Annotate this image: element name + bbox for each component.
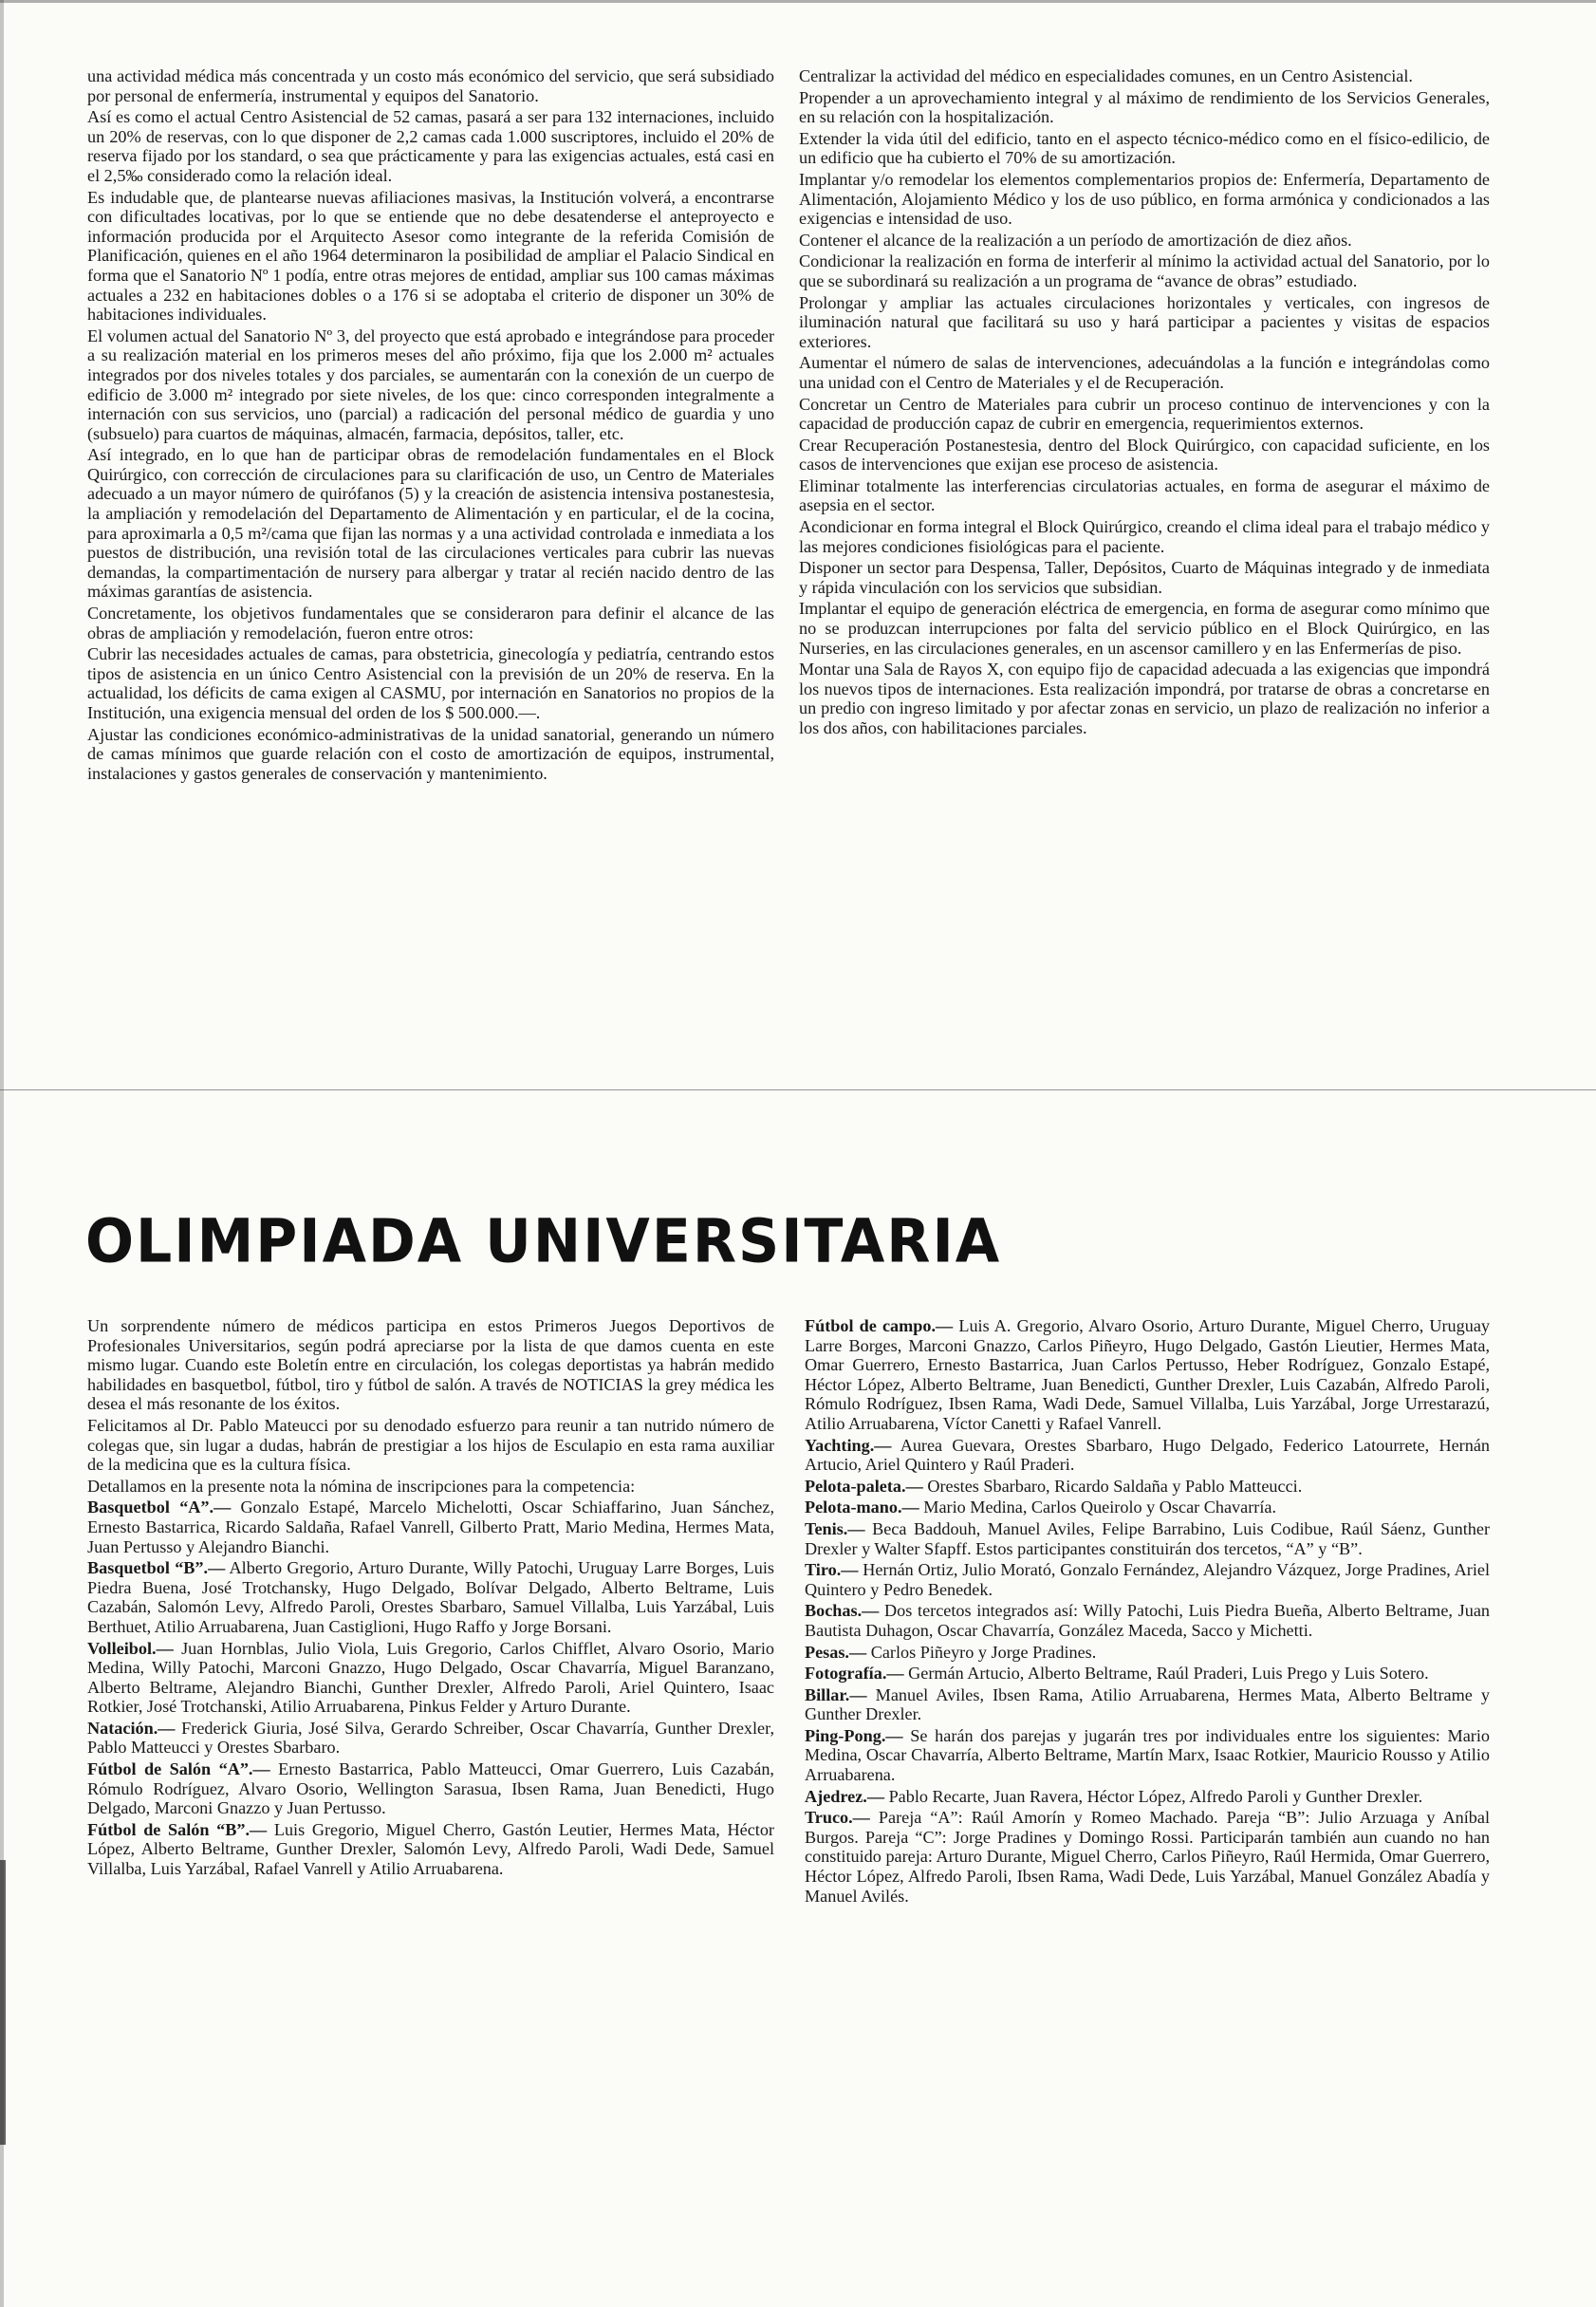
section-divider bbox=[0, 1089, 1596, 1090]
sport-name: Yachting.— bbox=[805, 1435, 892, 1455]
paragraph: una actividad médica más concentrada y un costo más económico del servicio, que será subsidiado por personal de enfermería, instrumental y equipos del Sanatorio. bbox=[87, 66, 774, 105]
sport-participants: Mario Medina, Carlos Queirolo y Oscar Chavarría. bbox=[919, 1498, 1277, 1517]
sport-name: Bochas.— bbox=[805, 1601, 880, 1621]
sport-name: Volleibol.— bbox=[87, 1638, 174, 1658]
objective-item: Aumentar el número de salas de intervenciones, adecuándolas a la función e integrándolas como una unidad con el Centro de Materiales y el de Recuperación. bbox=[799, 353, 1490, 392]
sport-participants: Gonzalo Estapé, Marcelo Michelotti, Oscar Schiaffarino, Juan Sánchez, Ernesto Bastarrica, Ricardo Saldaña, Rafael Vanrell, Gilberto Pratt, Mario Medina, Hermes Mata, Juan Pertusso y Alejandro Bianchi. bbox=[87, 1498, 774, 1556]
objective-item: Propender a un aprovechamiento integral y al máximo de rendimiento de los Servicios Generales, en su relación con la hospitalización. bbox=[799, 87, 1490, 127]
sport-entry bbox=[805, 1477, 1490, 1497]
intro-paragraph: Detallamos en la presente nota la nómina de inscripciones para la competencia: bbox=[87, 1476, 636, 1496]
sport-entry bbox=[805, 1601, 1490, 1640]
sport-name: Ping-Pong.— bbox=[805, 1725, 903, 1745]
sport-participants: Luis A. Gregorio, Alvaro Osorio, Arturo Durante, Miguel Cherro, Uruguay Larre Borges, Marconi Gnazzo, Carlos Piñeyro, Hugo Delgado, Gastón Lieutier, Hermes Mata, Omar Guerrero, Ernesto Bastarrica, Juan Carlos Pertusso, Heber Rodríguez, Gonzalo Estapé, Héctor López, Alberto Beltrame, Juan Benedicti, Gunther Drexler, Luis Cazabán, Alfredo Paroli, Rómulo Rodríguez, Ibsen Rama, Wadi Dede, Samuel Villalba, Luis Yarzábal, Jorge Urrestarazú, Atilio Arruabarena, Víctor Canetti y Rafael Vanrell. bbox=[805, 1316, 1490, 1433]
sport-entry bbox=[805, 1726, 1490, 1785]
sport-entry bbox=[805, 1664, 1490, 1684]
sport-entry bbox=[805, 1685, 1490, 1724]
sport-name: Tiro.— bbox=[805, 1560, 859, 1580]
sport-entry bbox=[805, 1560, 1490, 1599]
sport-participants: Luis Gregorio, Miguel Cherro, Gastón Leutier, Hermes Mata, Héctor López, Alberto Beltrame, Gunther Drexler, Salomón Levy, Alfredo Paroli, Wadi Dede, Samuel Villalba, Luis Yarzábal, Rafael Vanrell y Atilio Arruabarena. bbox=[87, 1819, 774, 1879]
objective-item: Implantar y/o remodelar los elementos complementarios propios de: Enfermería, Departamento de Alimentación, Alojamiento Médico y los de uso público, en forma armónica y condicionados a las exigencias e intensidad de uso. bbox=[799, 169, 1490, 229]
objective-item: Condicionar la realización en forma de interferir al mínimo la actividad actual del Sanatorio, por lo que se subordinará su realización a un programa de “avance de obras” estudiado. bbox=[799, 251, 1490, 290]
sport-entry bbox=[87, 1820, 774, 1879]
objective-item: Concretar un Centro de Materiales para cubrir un proceso continuo de intervenciones y con la capacidad de producción capaz de cubrir en emergencia, requerimientos externos. bbox=[799, 394, 1490, 434]
sport-participants: Ernesto Bastarrica, Pablo Matteucci, Omar Guerrero, Luis Cazabán, Rómulo Rodríguez, Alvaro Osorio, Wellington Sarasua, Ibsen Rama, Juan Benedicti, Hugo Delgado, Marconi Gnazzo y Juan Pertusso. bbox=[87, 1759, 774, 1818]
sport-name: Basquetbol “B”.— bbox=[87, 1558, 226, 1578]
olympiad-column-left bbox=[87, 1316, 774, 1881]
sport-participants: Carlos Piñeyro y Jorge Pradines. bbox=[866, 1642, 1097, 1662]
paragraph: Concretamente, los objetivos fundamentales que se consideraron para definir el alcance de las obras de ampliación y remodelación, fueron entre otros: bbox=[87, 604, 774, 642]
paragraph: Cubrir las necesidades actuales de camas, para obstetricia, ginecología y pediatría, centrando estos tipos de asistencia en un único Centro Asistencial con la previsión de un 20% de reserva. En la actualidad, los déficits de cama exigen al CASMU, por internación en Sanatorios no propios de la Institución, una exigencia mensual del orden de los $ 500.000.—. bbox=[87, 644, 774, 722]
olympiad-column-right bbox=[805, 1316, 1490, 1907]
sport-name: Pesas.— bbox=[805, 1642, 867, 1662]
sport-name: Basquetbol “A”.— bbox=[87, 1498, 232, 1517]
objective-item: Prolongar y ampliar las actuales circulaciones horizontales y verticales, con ingresos de iluminación natural que facilitará su uso y hará participar a pacientes y visitas de espacios exteriores. bbox=[799, 292, 1490, 351]
sport-participants: Pablo Recarte, Juan Ravera, Héctor López, Alfredo Paroli y Gunther Drexler. bbox=[884, 1786, 1423, 1806]
sport-name: Pelota-mano.— bbox=[805, 1498, 919, 1517]
sport-participants: Beca Baddouh, Manuel Aviles, Felipe Barrabino, Luis Codibue, Raúl Sáenz, Gunther Drexler y Walter Sfapff. Estos participantes constituirán dos tercetos, “A” y “B”. bbox=[805, 1518, 1490, 1558]
sport-entry bbox=[87, 1759, 774, 1818]
sport-participants: Frederick Giuria, José Silva, Gerardo Schreiber, Oscar Chavarría, Gunther Drexler, Pablo Matteucci y Orestes Sbarbaro. bbox=[87, 1718, 774, 1758]
scan-edge-left-dark bbox=[0, 1860, 6, 2145]
paragraph: Así integrado, en lo que han de participar obras de remodelación fundamentales en el Block Quirúrgico, con corrección de circulaciones para su clarificación de uso, un Centro de Materiales adecuado a un mayor número de quirófanos (5) y la creación de asistencia intensiva postanestesia, la ampliación y remodelación del Departamento de Alimentación y en particular, el de la cocina, para aproximarla a 0,5 m²/cama que fijan las normas y a una actividad controlada e inmediata a los puestos de distribución, una revisión total de las circulaciones verticales para cubrir las nuevas demandas, la compartimentación de nursery para albergar y tratar al recién nacido dentro de las máximas garantías de asistencia. bbox=[87, 445, 774, 602]
sport-participants: Orestes Sbarbaro, Ricardo Saldaña y Pablo Matteucci. bbox=[922, 1476, 1303, 1496]
article-column-left bbox=[87, 66, 774, 785]
sport-entry bbox=[805, 1436, 1490, 1475]
paragraph: Ajustar las condiciones económico-administrativas de la unidad sanatorial, generando un número de camas mínimos que guarde relación con el costo de amortización de equipos, instrumental, instalaciones y gastos generales de conservación y mantenimiento. bbox=[87, 724, 774, 783]
objective-item: Disponer un sector para Despensa, Taller, Depósitos, Cuarto de Máquinas integrado y de inmediata y rápida vinculación con los servicios que subsidian. bbox=[799, 558, 1490, 597]
sport-name: Fútbol de campo.— bbox=[805, 1316, 954, 1335]
intro-paragraph: Felicitamos al Dr. Pablo Mateucci por su denodado esfuerzo para reunir a tan nutrido número de colegas que, sin lugar a dudas, habrán de prestigiar a los hijos de Esculapio en esta rama auxiliar de la medicina que es la cultura física. bbox=[87, 1415, 774, 1475]
sport-entry bbox=[805, 1643, 1490, 1663]
article-column-right bbox=[799, 66, 1490, 740]
sport-name: Truco.— bbox=[805, 1808, 870, 1828]
paragraph: Es indudable que, de plantearse nuevas afiliaciones masivas, la Institución volverá, a encontrarse con dificultades locativas, por lo que se entiende que no debe desatenderse el anteproyecto e información producida por el Arquitecto Asesor como integrante de la referida Comisión de Planificación, quienes en el año 1964 determinaron la posibilidad de ampliar el Palacio Sindical en forma que el Sanatorio Nº 1 podía, entre otras mejores de entidad, ampliar sus 100 camas máximas actuales a 232 en habitaciones dobles o a 176 si se adoptaba el criterio de disponer un 30% de habitaciones individuales. bbox=[87, 187, 774, 325]
sport-entry bbox=[805, 1808, 1490, 1906]
sport-entry bbox=[805, 1498, 1490, 1517]
objective-item: Crear Recuperación Postanestesia, dentro del Block Quirúrgico, con capacidad suficiente, en los casos de intervenciones que exijan ese proceso de asistencia. bbox=[799, 435, 1490, 474]
sport-participants: Dos tercetos integrados así: Willy Patochi, Luis Piedra Bueña, Alberto Beltrame, Juan Bautista Duhagon, Oscar Chavarría, González Maceda, Sacco y Michetti. bbox=[805, 1601, 1490, 1640]
sport-entry bbox=[87, 1639, 774, 1717]
scan-edge-top bbox=[0, 0, 1596, 3]
sport-participants: Pareja “A”: Raúl Amorín y Romeo Machado. Pareja “B”: Julio Arzuaga y Aníbal Burgos. Pareja “C”: Jorge Pradines y Domingo Rossi. Participarán también aun cuando no han constituido pareja: Arturo Durante, Miguel Cherro, Carlos Piñeyro, Raúl Hermida, Omar Guerrero, Héctor López, Alfredo Paroli, Ibsen Rama, Wadi Dede, Luis Yarzábal, Manuel González Abadía y Manuel Avilés. bbox=[805, 1808, 1490, 1906]
sport-name: Fútbol de Salón “B”.— bbox=[87, 1819, 268, 1839]
sport-entry bbox=[805, 1787, 1490, 1807]
sport-name: Tenis.— bbox=[805, 1518, 865, 1538]
objective-item: Implantar el equipo de generación eléctrica de emergencia, en forma de asegurar como mínimo que no se produzcan interrupciones por falta del servicio público en el Block Quirúrgico, en las Nurseries, en las circulaciones generales, en un ascensor camillero y en las Enfermerías de piso. bbox=[799, 599, 1490, 658]
objective-item: Montar una Sala de Rayos X, con equipo fijo de capacidad adecuada a las exigencias que impondrá los nuevos tipos de internaciones. Esta realización impondrá, por tratarse de obras a concretarse en un predio con ingreso limitado y por afectar zonas en servicio, un plazo de realización no inferior a los dos años, con habilitaciones parciales. bbox=[799, 660, 1490, 737]
sport-participants: Hernán Ortiz, Julio Morató, Gonzalo Fernández, Alejandro Vázquez, Jorge Pradines, Ariel Quintero y Pedro Benedek. bbox=[805, 1560, 1490, 1599]
objective-item: Extender la vida útil del edificio, tanto en el aspecto técnico-médico como en el físico-edilicio, de un edificio que ha cubierto el 70% de su amortización. bbox=[799, 128, 1490, 168]
intro-paragraph: Un sorprendente número de médicos participa en estos Primeros Juegos Deportivos de Profesionales Universitarios, según podrá apreciarse por la lista de que damos cuenta en este mismo lugar. Cuando este Boletín entre en circulación, los colegas deportistas ya habrán medido habilidades en basquetbol, fútbol, tiro y fútbol de salón. A través de NOTICIAS la grey médica les desea el más resonante de los éxitos. bbox=[87, 1316, 774, 1414]
sport-name: Billar.— bbox=[805, 1684, 867, 1704]
objective-item: Centralizar la actividad del médico en especialidades comunes, en un Centro Asistencial. bbox=[799, 66, 1413, 85]
sport-participants: Alberto Gregorio, Arturo Durante, Willy Patochi, Uruguay Larre Borges, Luis Piedra Buena, José Trotchansky, Hugo Delgado, Bolívar Delgado, Alberto Beltrame, Luis Cazabán, Salomón Levy, Alfredo Paroli, Orestes Sbarbaro, Samuel Villalba, Luis Yarzábal, Luis Berthuet, Atilio Arruabarena, Juan Castiglioni, Hugo Raffo y Jorge Borsani. bbox=[87, 1558, 774, 1636]
sport-name: Fotografía.— bbox=[805, 1664, 904, 1684]
objective-item: Acondicionar en forma integral el Block Quirúrgico, creando el clima ideal para el trabajo médico y las mejores condiciones fisiológicas para el paciente. bbox=[799, 517, 1490, 556]
sport-name: Ajedrez.— bbox=[805, 1786, 885, 1806]
sport-entry bbox=[87, 1719, 774, 1758]
sport-name: Pelota-paleta.— bbox=[805, 1476, 923, 1496]
sport-participants: Manuel Aviles, Ibsen Rama, Atilio Arruabarena, Hermes Mata, Alberto Beltrame y Gunther Drexler. bbox=[805, 1684, 1490, 1724]
objective-item: Eliminar totalmente las interferencias circulatorias actuales, en forma de asegurar el máximo de asepsia en el sector. bbox=[799, 475, 1490, 515]
sport-participants: Germán Artucio, Alberto Beltrame, Raúl Praderi, Luis Prego y Luis Sotero. bbox=[903, 1664, 1429, 1684]
sport-participants: Aurea Guevara, Orestes Sbarbaro, Hugo Delgado, Federico Latourrete, Hernán Artucio, Ariel Quintero y Raúl Praderi. bbox=[805, 1435, 1490, 1475]
paragraph: Así es como el actual Centro Asistencial de 52 camas, pasará a ser para 132 internaciones, incluido un 20% de reservas, con lo que disponer de 2,2 camas cada 1.000 suscriptores, incluido el 20% de reserva fijado por los standard, o sea que prácticamente y para las exigencias actuales, está casi en el 2,5‰ considerado como la relación ideal. bbox=[87, 107, 774, 185]
headline: OLIMPIADA UNIVERSITARIA bbox=[85, 1207, 1002, 1277]
sport-name: Fútbol de Salón “A”.— bbox=[87, 1759, 270, 1779]
sport-entry bbox=[805, 1316, 1490, 1434]
sport-name: Natación.— bbox=[87, 1718, 176, 1738]
objective-item: Contener el alcance de la realización a un período de amortización de diez años. bbox=[799, 230, 1352, 250]
sport-entry bbox=[87, 1558, 774, 1636]
sport-participants: Juan Hornblas, Julio Viola, Luis Gregorio, Carlos Chifflet, Alvaro Osorio, Mario Medina, Willy Patochi, Marconi Gnazzo, Hugo Delgado, Oscar Chavarría, Miguel Baranzano, Alberto Beltrame, Alejandro Bianchi, Gunther Drexler, Alfredo Paroli, Ariel Quintero, Isaac Rotkier, José Trotchanski, Atilio Arruabarena, Pinkus Felder y Arturo Durante. bbox=[87, 1638, 774, 1717]
sport-participants: Se harán dos parejas y jugarán tres por individuales entre los siguientes: Mario Medina, Oscar Chavarría, Alberto Beltrame, Martín Marx, Isaac Rotkier, Mauricio Rousso y Atilio Arruabarena. bbox=[805, 1725, 1490, 1785]
sport-entry bbox=[87, 1498, 774, 1556]
paragraph: El volumen actual del Sanatorio Nº 3, del proyecto que está aprobado e integrándose para proceder a su realización material en los primeros meses del año próximo, fija que los 2.000 m² actuales integrados por dos niveles totales y dos parciales, se aumentarán con la conexión de un cuerpo de edificio de 3.000 m² integrado por siete niveles, de los que: cinco corresponden integralmente a internación con sus servicios, uno (parcial) a radicación del personal médico de guardia y uno (subsuelo) para cuartos de máquinas, almacén, farmacia, depósitos, taller, etc. bbox=[87, 326, 774, 443]
sport-entry bbox=[805, 1519, 1490, 1558]
